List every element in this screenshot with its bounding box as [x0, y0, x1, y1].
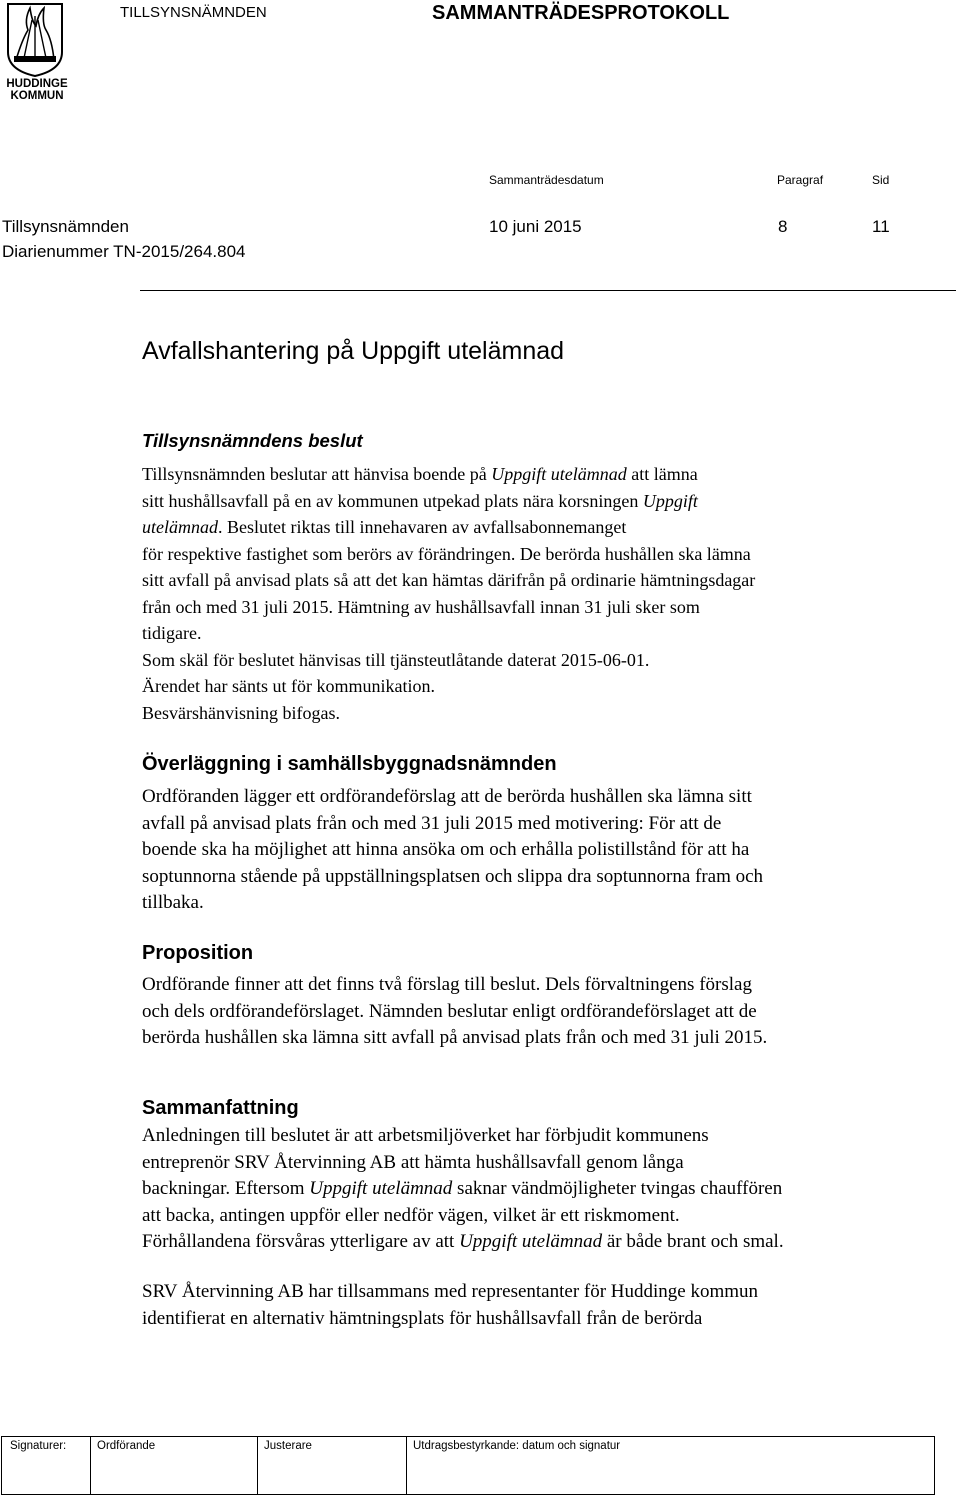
decision-line: Ärendet har sänts ut för kommunikation.: [142, 676, 435, 696]
decision-line: Som skäl för beslutet hänvisas till tjänsteutlåtande daterat 2015-06-01.: [142, 649, 650, 670]
decision-line: från och med 31 juli 2015. Hämtning av hushållsavfall innan 31 juli sker som: [142, 596, 700, 617]
deliberation-line: avfall på anvisad plats från och med 31 juli 2015 med motivering: För att de: [142, 812, 722, 834]
huddinge-logo: [2, 0, 68, 110]
deliberation-line: soptunnorna stående på uppställningsplatsen och slippa dra soptunnorna fram och: [142, 865, 764, 887]
chair-signature-cell: [90, 1437, 257, 1494]
column-label-paragraph: Paragraf: [777, 173, 824, 187]
proposition-text: [142, 972, 942, 1052]
page-number: 11: [872, 217, 890, 236]
decision-text: [142, 461, 960, 726]
meeting-date: 10 juni 2015: [489, 217, 582, 236]
deliberation-line: tillbaka.: [142, 892, 204, 913]
chair-label: Ordförande: [97, 1440, 156, 1452]
logo-text-line1: HUDDINGE: [6, 78, 68, 90]
diary-label: Diarienummer: [2, 242, 109, 261]
committee-name: Tillsynsnämnden: [2, 217, 129, 236]
extract-label: Utdragsbestyrkande: datum och signatur: [413, 1440, 621, 1452]
proposition-line: och dels ordförandeförslaget. Nämnden beslutar enligt ordförandeförslaget att de: [142, 1000, 757, 1022]
diary-number-row: [2, 242, 246, 262]
adjuster-label: Justerare: [264, 1440, 312, 1452]
decision-line: tidigare.: [142, 623, 202, 643]
deliberation-line: boende ska ha möjlighet att hinna ansöka om och erhålla polistillstånd för att ha: [142, 839, 750, 860]
decision-line: för respektive fastighet som berörs av förändringen. De berörda hushållen ska lämna: [142, 543, 751, 564]
summary-line: identifierat en alternativ hämtningsplats för hushållsavfall från de berörda: [142, 1307, 703, 1329]
proposition-line: berörda hushållen ska lämna sitt avfall på anvisad plats från och med 31 juli 2015.: [142, 1027, 768, 1048]
signatures-label: Signaturer:: [10, 1440, 67, 1452]
summary-line: Förhållandena försvåras ytterligare av att Uppgift utelämnad är både brant och smal.: [142, 1231, 784, 1252]
summary-text: [142, 1123, 942, 1256]
page-title: Avfallshantering på Uppgift utelämnad: [142, 337, 565, 365]
extract-certification-cell: [406, 1437, 935, 1494]
summary-heading: Sammanfattning: [142, 1097, 299, 1119]
summary-line: entreprenör SRV Återvinning AB att hämta hushållsavfall genom långa: [142, 1151, 684, 1173]
flame-crest-icon: [2, 0, 68, 78]
deliberation-line: Ordföranden lägger ett ordförandeförslag att de berörda hushållen ska lämna sitt: [142, 786, 752, 807]
deliberation-heading: Överläggning i samhällsbyggnadsnämnden: [142, 753, 557, 775]
diary-number: TN-2015/264.804: [113, 242, 246, 261]
decision-line: Besvärshänvisning bifogas.: [142, 702, 340, 723]
signature-box: [1, 1436, 935, 1495]
organization-name: TILLSYNSNÄMNDEN: [120, 4, 267, 21]
decision-line: Tillsynsnämnden beslutar att hänvisa boende på Uppgift utelämnad att lämna: [142, 464, 698, 484]
summary-text-2: [142, 1279, 942, 1332]
decision-line: sitt avfall på anvisad plats så att det kan hämtas därifrån på ordinarie hämtningsdagar: [142, 570, 756, 590]
summary-line: Anledningen till beslutet är att arbetsmiljöverket har förbjudit kommunens: [142, 1125, 709, 1146]
column-label-page: Sid: [872, 173, 890, 187]
decision-line: utelämnad. Beslutet riktas till innehavaren av avfallsabonnemanget: [142, 517, 627, 537]
summary-line: SRV Återvinning AB har tillsammans med representanter för Huddinge kommun: [142, 1281, 759, 1302]
document-type: SAMMANTRÄDESPROTOKOLL: [432, 2, 730, 24]
header-divider: [140, 290, 956, 291]
decision-line: sitt hushållsavfall på en av kommunen utpekad plats nära korsningen Uppgift: [142, 490, 698, 511]
decision-heading: Tillsynsnämndens beslut: [142, 430, 363, 451]
summary-line: att backa, antingen uppför eller nedför vägen, vilket är ett riskmoment.: [142, 1204, 680, 1226]
proposition-line: Ordförande finner att det finns två förslag till beslut. Dels förvaltningens förslag: [142, 974, 752, 995]
deliberation-text: [142, 784, 942, 917]
logo-text-line2: KOMMUN: [10, 90, 64, 102]
column-label-date: Sammanträdesdatum: [489, 173, 604, 187]
proposition-heading: Proposition: [142, 942, 254, 964]
summary-line: backningar. Eftersom Uppgift utelämnad saknar vändmöjligheter tvingas chauffören: [142, 1178, 783, 1199]
paragraph-number: 8: [778, 217, 788, 236]
adjuster-signature-cell: [257, 1437, 406, 1494]
